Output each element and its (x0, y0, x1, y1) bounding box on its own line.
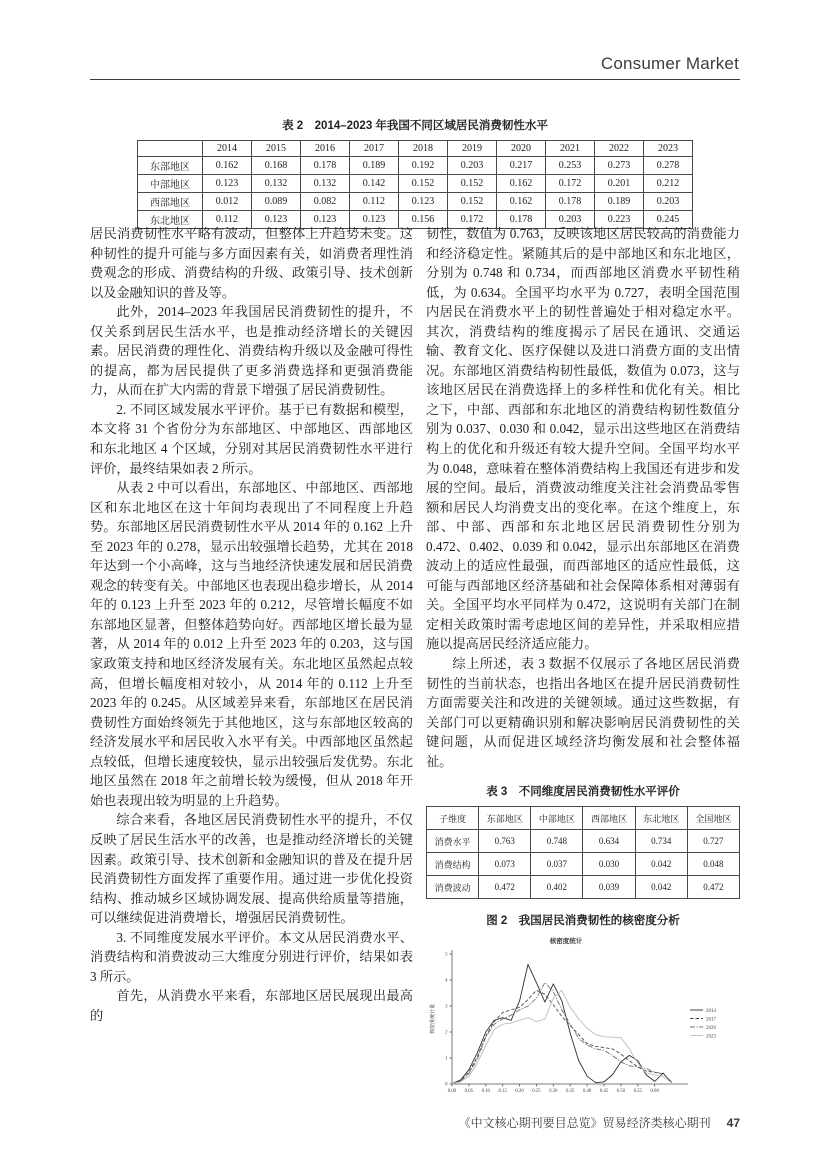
cell-value: 0.734 (635, 830, 687, 853)
cell-value: 0.273 (595, 157, 644, 175)
footer-journal-line: 《中文核心期刊要目总览》贸易经济类核心期刊 (458, 1116, 711, 1130)
y-tick-label: 1 (445, 1056, 448, 1062)
x-tick-label: 0.45 (599, 1089, 609, 1095)
cell-value: 0.123 (350, 211, 399, 229)
col-header: 2022 (595, 141, 644, 157)
y-tick-label: 3 (445, 1004, 448, 1010)
x-tick-label: 0.40 (582, 1089, 592, 1095)
y-tick-label: 0 (445, 1082, 448, 1088)
col-header: 2015 (252, 141, 301, 157)
cell-value: 0.203 (644, 193, 693, 211)
cell-value: 0.042 (635, 876, 687, 899)
page-footer (459, 1114, 740, 1131)
chart-series-2023 (452, 991, 672, 1084)
cell-value: 0.172 (448, 211, 497, 229)
cell-value: 0.048 (687, 853, 739, 876)
x-tick-label: 0.35 (566, 1089, 575, 1095)
col-header: 子维度 (427, 807, 479, 830)
row-label: 消费水平 (427, 830, 479, 853)
paragraph: 首先，从消费水平来看，东部地区居民展现出最高的 (90, 988, 413, 1023)
col-header: 2014 (203, 141, 252, 157)
cell-value: 0.634 (583, 830, 635, 853)
table3-block (426, 783, 740, 899)
cell-value: 0.472 (687, 876, 739, 899)
y-tick-label: 4 (445, 978, 448, 984)
row-label: 东部地区 (138, 157, 203, 175)
col-header: 2020 (497, 141, 546, 157)
col-header: 2021 (546, 141, 595, 157)
cell-value: 0.172 (546, 175, 595, 193)
table-row (138, 193, 693, 211)
paragraph: 从表 2 中可以看出，东部地区、中部地区、西部地区和东北地区在这十年间均表现出了不同程度上升趋势。东部地区居民消费韧性水平从 2014 年的 0.162 上升至 2023 年的 0.278，显示出较强增长趋势，尤其在 2018 年达到一个小高峰，这与当地经济快速发展和居民消费观念的转变有关。中部地区也表现出稳步增长，从 2014 年的 0.123 上升至 2023 年的 0.212，尽管增长幅度不如东部地区显著，但整体趋势向好。西部地区增长最为显著，从 2014 年的 0.012 上升至 2023 年的 0.203，这与国家政策支持和地区经济发展有关。东北地区虽然起点较高，但增长幅度相对较小，从 2014 年的 0.112 上升至 2023 年的 0.245。从区域差异来看，东部地区在居民消费韧性方面始终领先于其他地区，这与东部地区较高的经济发展水平和居民收入水平有关。中西部地区虽然起点较低，但增长速度较快，显示出较强后发优势。东北地区虽然在 2018 年之前增长较为缓慢，但从 2018 年开始也表现出较为明显的上升趋势。 (90, 480, 413, 808)
chart-ylabel: 核密度统计量 (431, 1004, 436, 1035)
cell-value: 0.748 (531, 830, 583, 853)
row-label: 东北地区 (138, 211, 203, 229)
col-header: 2023 (644, 141, 693, 157)
legend-label-2023: 2023 (706, 1034, 716, 1040)
left-text-column (90, 224, 413, 1025)
cell-value: 0.203 (546, 211, 595, 229)
col-header: 东北地区 (635, 807, 687, 830)
col-header: 2018 (399, 141, 448, 157)
table-row (427, 876, 740, 899)
cell-value: 0.727 (687, 830, 739, 853)
x-tick-label: 0.20 (515, 1089, 524, 1095)
header-rule (90, 79, 740, 80)
cell-value: 0.030 (583, 853, 635, 876)
table-row (427, 853, 740, 876)
col-header: 2017 (350, 141, 399, 157)
cell-value: 0.152 (448, 193, 497, 211)
col-header: 中部地区 (531, 807, 583, 830)
table2-caption: 表 2 2014–2023 年我国不同区域居民消费韧性水平 (282, 120, 548, 132)
x-tick-label: 0.10 (481, 1089, 490, 1095)
cell-value: 0.162 (497, 175, 546, 193)
col-header: 2016 (301, 141, 350, 157)
cell-value: 0.763 (479, 830, 531, 853)
cell-value: 0.168 (252, 157, 301, 175)
x-tick-label: 0.50 (616, 1089, 626, 1095)
row-label: 西部地区 (138, 193, 203, 211)
x-tick-label: 0.25 (532, 1089, 541, 1095)
row-label: 消费结构 (427, 853, 479, 876)
table-row (138, 175, 693, 193)
cell-value: 0.089 (252, 193, 301, 211)
cell-value: 0.082 (301, 193, 350, 211)
paragraph: 居民消费韧性水平略有波动，但整体上升趋势未变。这种韧性的提升可能与多方面因素有关，如消费者理性消费观念的形成、消费结构的升级、政策引导、技术创新以及金融知识的普及等。 (90, 226, 413, 300)
cell-value: 0.253 (546, 157, 595, 175)
chart-series-2017 (452, 991, 672, 1084)
x-tick-label: 0.30 (549, 1089, 558, 1095)
page-header-title: Consumer Market (600, 54, 739, 73)
cell-value: 0.132 (252, 175, 301, 193)
legend-label-2020: 2020 (706, 1026, 716, 1032)
col-header: 西部地区 (583, 807, 635, 830)
cell-value: 0.217 (497, 157, 546, 175)
row-label: 中部地区 (138, 175, 203, 193)
cell-value: 0.039 (583, 876, 635, 899)
cell-value: 0.162 (497, 193, 546, 211)
cell-value: 0.178 (301, 157, 350, 175)
cell-value: 0.278 (644, 157, 693, 175)
figure2-block (426, 912, 740, 1110)
table3-caption: 表 3 不同维度居民消费韧性水平评价 (486, 786, 680, 799)
cell-value: 0.123 (203, 175, 252, 193)
right-text-column (426, 224, 740, 1110)
legend-label-2014: 2014 (706, 1009, 716, 1015)
table-header-row (427, 807, 740, 830)
x-tick-label: 0.00 (447, 1089, 457, 1095)
paragraph: 2. 不同区域发展水平评价。基于已有数据和模型，本文将 31 个省份分为东部地区、中部地区、西部地区和东北地区 4 个区域，分别对其居民消费韧性水平进行评价，最终结果如表 2 所示。 (90, 401, 413, 476)
cell-value: 0.123 (301, 211, 350, 229)
cell-value: 0.212 (644, 175, 693, 193)
chart-title: 核密度统计 (549, 938, 583, 946)
col-header (138, 141, 203, 157)
x-tick-label: 0.15 (498, 1089, 507, 1095)
cell-value: 0.123 (399, 193, 448, 211)
paragraph: 综合来看，各地区居民消费韧性水平的提升，不仅反映了居民生活水平的改善，也是推动经济增长的关键因素。政策引导、技术创新和金融知识的普及在提升居民消费韧性方面发挥了重要作用。通过进一步优化投资结构、推动城乡区域协调发展、提高供给质量等措施，可以继续促进消费增长，增强居民消费韧性。 (90, 812, 413, 926)
table-row (427, 830, 740, 853)
row-label: 消费波动 (427, 876, 479, 899)
col-header: 全国地区 (687, 807, 739, 830)
cell-value: 0.402 (531, 876, 583, 899)
cell-value: 0.189 (595, 193, 644, 211)
cell-value: 0.178 (497, 211, 546, 229)
kernel-density-chart (426, 932, 740, 1110)
chart-svg (426, 932, 740, 1110)
cell-value: 0.201 (595, 175, 644, 193)
figure2-caption: 图 2 我国居民消费韧性的核密度分析 (486, 915, 680, 928)
table-row (138, 157, 693, 175)
cell-value: 0.203 (448, 157, 497, 175)
paragraph: 此外，2014–2023 年我国居民消费韧性的提升，不仅关系到居民生活水平，也是推动经济增长的关键因素。居民消费的理性化、消费结构升级以及金融可得性的提高，都为居民提供了更多消费选择和更强消费能力，从而在扩大内需的背景下增强了居民消费韧性。 (90, 304, 413, 398)
col-header: 东部地区 (479, 807, 531, 830)
cell-value: 0.472 (479, 876, 531, 899)
cell-value: 0.042 (635, 853, 687, 876)
cell-value: 0.152 (399, 175, 448, 193)
y-tick-label: 5 (445, 952, 448, 958)
page-number: 47 (726, 1116, 740, 1130)
col-header: 2019 (448, 141, 497, 157)
cell-value: 0.142 (350, 175, 399, 193)
y-tick-label: 2 (445, 1030, 448, 1036)
cell-value: 0.152 (448, 175, 497, 193)
cell-value: 0.112 (203, 211, 252, 229)
cell-value: 0.162 (203, 157, 252, 175)
paragraph: 3. 不同维度发展水平评价。本文从居民消费水平、消费结构和消费波动三大维度分别进行评价，结果如表 3 所示。 (90, 929, 413, 984)
table3 (426, 806, 740, 899)
chart-series-2014 (452, 965, 672, 1084)
cell-value: 0.123 (252, 211, 301, 229)
x-tick-label: 0.55 (633, 1089, 642, 1095)
cell-value: 0.073 (479, 853, 531, 876)
right-paragraphs (426, 224, 740, 771)
cell-value: 0.132 (301, 175, 350, 193)
cell-value: 0.012 (203, 193, 252, 211)
cell-value: 0.112 (350, 193, 399, 211)
legend-label-2017: 2017 (706, 1017, 716, 1023)
x-tick-label: 0.05 (464, 1089, 474, 1095)
paragraph: 综上所述，表 3 数据不仅展示了各地区居民消费韧性的当前状态，也指出各地区在提升居民消费韧性方面需要关注和改进的关键领域。通过这些数据，有关部门可以更精确识别和解决影响居民消费韧性的关键问题，从而促进区域经济均衡发展和社会整体福祉。 (426, 656, 740, 769)
table2-block (90, 117, 740, 229)
cell-value: 0.189 (350, 157, 399, 175)
cell-value: 0.223 (595, 211, 644, 229)
cell-value: 0.156 (399, 211, 448, 229)
table-header-row (138, 141, 693, 157)
x-tick-label: 0.60 (650, 1089, 659, 1095)
paragraph: 韧性，数值为 0.763，反映该地区居民较高的消费能力和经济稳定性。紧随其后的是中部地区和东北地区，分别为 0.748 和 0.734，而西部地区消费水平韧性稍低，为 0.634。全国平均水平为 0.727，表明全国范围内居民在消费水平上的韧性普遍处于相对稳定水平。其次，消费结构的维度揭示了居民在通讯、交通运输、教育文化、医疗保健以及进口消费方面的支出情况。东部地区消费结构韧性最低，数值为 0.073，这与该地区居民在消费选择上的多样性和优化有关。相比之下，中部、西部和东北地区的消费结构韧性数值分别为 0.037、0.030 和 0.042，显示出这些地区在消费结构上的优化和升级还有较大提升空间。全国平均水平为 0.048，意味着在整体消费结构上我国还有进步和发展的空间。最后，消费波动维度关注社会消费品零售额和居民人均消费支出的变化率。在这个维度上，东部、中部、西部和东北地区居民消费韧性分别为 0.472、0.402、0.039 和 0.042，显示出东部地区在消费波动上的适应性最强，而西部地区的适应性最低，这可能与西部地区经济基础和社会保障体系相对薄弱有关。全国平均水平同样为 0.472，这说明有关部门在制定相关政策时需考虑地区间的差异性，并采取相应措施以提高居民经济适应能力。 (426, 226, 740, 652)
cell-value: 0.245 (644, 211, 693, 229)
cell-value: 0.192 (399, 157, 448, 175)
cell-value: 0.178 (546, 193, 595, 211)
table2 (137, 140, 693, 229)
cell-value: 0.037 (531, 853, 583, 876)
